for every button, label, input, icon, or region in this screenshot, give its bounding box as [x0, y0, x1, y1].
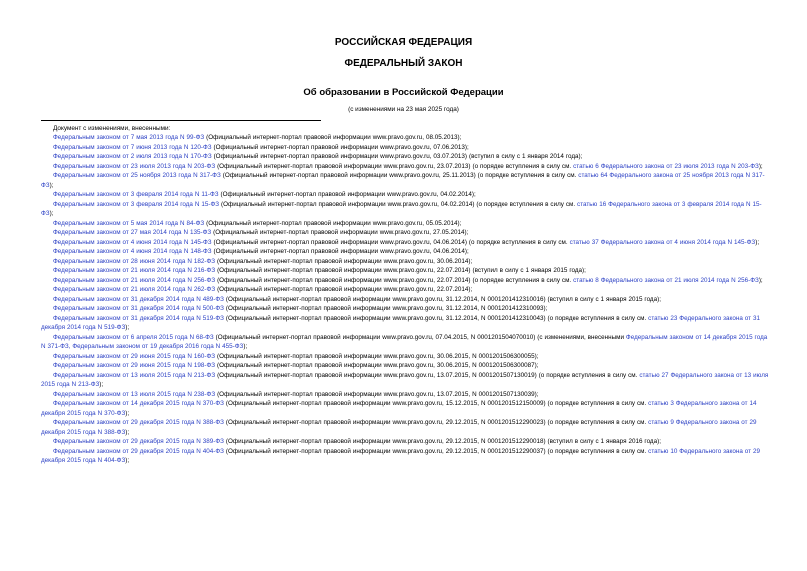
- law-link[interactable]: Федеральным законом от 31 декабря 2014 года N 489-ФЗ: [53, 295, 224, 303]
- law-link[interactable]: Федеральным законом от 21 июля 2014 года N 256-ФЗ: [53, 276, 216, 284]
- law-link[interactable]: Федеральным законом от 31 декабря 2014 года N 519-ФЗ: [53, 314, 224, 322]
- amendment-entry: [41, 171, 769, 190]
- publication-note: (Официальный интернет-портал правовой информации www.pravo.gov.ru, 29.12.2015, N 0001201512290023) (о порядке вступления в силу см.: [223, 419, 649, 426]
- article-link[interactable]: статью 16 Федерального закона от 3 февраля 2014 года N 15-ФЗ: [41, 200, 762, 217]
- amendment-entry: [41, 152, 769, 162]
- closing-text: );: [758, 162, 763, 170]
- publication-note: (Официальный интернет-портал правовой информации www.pravo.gov.ru, 30.06.2015, N 0001201506300087);: [215, 362, 539, 369]
- amendment-entry: [41, 190, 769, 200]
- amendment-entry: [41, 333, 769, 352]
- law-link[interactable]: Федеральным законом от 14 декабря 2015 года N 370-ФЗ: [53, 400, 224, 407]
- publication-note: (Официальный интернет-портал правовой информации www.pravo.gov.ru, 04.06.2014);: [211, 248, 469, 255]
- amendment-entry: [41, 228, 769, 238]
- amendment-entry: [41, 352, 769, 362]
- closing-text: );: [125, 324, 130, 331]
- amendment-entry: [41, 276, 769, 286]
- article-link[interactable]: статью 9 Федерального закона от 29 декабря 2015 года N 388-ФЗ: [41, 419, 757, 436]
- amendment-entry: [41, 447, 769, 466]
- publication-note: (Официальный интернет-портал правовой информации www.pravo.gov.ru, 04.02.2014);: [218, 191, 476, 198]
- amendments-list: [41, 133, 769, 466]
- law-link[interactable]: Федеральным законом от 25 ноября 2013 года N 317-ФЗ: [53, 172, 221, 179]
- law-link[interactable]: Федеральным законом от 29 июня 2015 года N 198-ФЗ: [53, 362, 216, 369]
- amendment-entry: [41, 390, 769, 400]
- publication-note: (Официальный интернет-портал правовой информации www.pravo.gov.ru, 15.12.2015, N 0001201512150009) (о порядке вступления в силу см.: [223, 400, 649, 407]
- amendments-intro: Документ с изменениями, внесенными:: [53, 125, 171, 132]
- law-link[interactable]: Федеральным законом от 5 мая 2014 года N 84-ФЗ: [53, 219, 205, 227]
- amendment-entry: [41, 437, 769, 447]
- publication-note: (Официальный интернет-портал правовой информации www.pravo.gov.ru, 13.07.2015, N 0001201507130039);: [215, 390, 539, 398]
- article-link[interactable]: Федеральным законом от 14 декабря 2015 года N 371-ФЗ, Федеральным законом от 19 декабря 2016 года N 455-ФЗ: [41, 333, 768, 350]
- publication-note: (Официальный интернет-портал правовой информации www.pravo.gov.ru, 07.06.2013);: [211, 143, 469, 151]
- publication-note: (Официальный интернет-портал правовой информации www.pravo.gov.ru, 07.04.2015, N 0001201504070010) (с изменениями, внесенными: [213, 333, 626, 341]
- publication-note: (Официальный интернет-портал правовой информации www.pravo.gov.ru, 22.07.2014) (о порядке вступления в силу см.: [215, 276, 574, 284]
- closing-text: );: [99, 381, 104, 388]
- amendment-entry: [41, 219, 769, 229]
- law-link[interactable]: Федеральным законом от 3 февраля 2014 года N 15-ФЗ: [53, 200, 220, 208]
- closing-text: );: [125, 457, 130, 464]
- article-link[interactable]: статью 8 Федерального закона от 21 июля 2014 года N 256-ФЗ: [573, 276, 759, 284]
- law-link[interactable]: Федеральным законом от 31 декабря 2014 года N 500-ФЗ: [53, 305, 224, 312]
- closing-text: );: [243, 343, 248, 350]
- publication-note: (Официальный интернет-портал правовой информации www.pravo.gov.ru, 13.07.2015, N 0001201507130019) (о порядке вступления в силу см.: [215, 371, 640, 379]
- amendment-entry: [41, 143, 769, 153]
- publication-note: (Официальный интернет-портал правовой информации www.pravo.gov.ru, 22.07.2014) (вступил в силу с 1 января 2015 года);: [215, 267, 586, 274]
- closing-text: );: [125, 428, 130, 436]
- article-link[interactable]: статью 10 Федерального закона от 29 декабря 2015 года N 404-ФЗ: [41, 447, 761, 464]
- publication-note: (Официальный интернет-портал правовой информации www.pravo.gov.ru, 04.06.2014) (о порядке вступления в силу см.: [211, 238, 570, 246]
- law-link[interactable]: Федеральным законом от 13 июля 2015 года N 213-ФЗ: [53, 371, 216, 379]
- publication-note: (Официальный интернет-портал правовой информации www.pravo.gov.ru, 04.02.2014) (о порядке вступления в силу см.: [219, 200, 578, 208]
- publication-note: (Официальный интернет-портал правовой информации www.pravo.gov.ru, 25.11.2013) (о порядке вступления в силу см.: [220, 172, 579, 179]
- publication-note: (Официальный интернет-портал правовой информации www.pravo.gov.ru, 08.05.2013);: [204, 134, 462, 141]
- amendment-entry: [41, 295, 769, 305]
- publication-note: (Официальный интернет-портал правовой информации www.pravo.gov.ru, 29.12.2015, N 0001201512290018) (вступил в силу с 1 января 2016 года);: [223, 438, 661, 445]
- amendment-entry: [41, 266, 769, 276]
- closing-text: );: [49, 210, 54, 217]
- amendment-entry: [41, 133, 769, 143]
- law-link[interactable]: Федеральным законом от 6 апреля 2015 года N 68-ФЗ: [53, 333, 214, 341]
- law-link[interactable]: Федеральным законом от 29 декабря 2015 года N 389-ФЗ: [53, 438, 224, 445]
- law-link[interactable]: Федеральным законом от 7 июня 2013 года N 120-ФЗ: [53, 143, 212, 151]
- law-link[interactable]: Федеральным законом от 29 июня 2015 года N 160-ФЗ: [53, 352, 216, 360]
- law-link[interactable]: Федеральным законом от 28 июня 2014 года N 182-ФЗ: [53, 257, 216, 265]
- article-link[interactable]: статью 27 Федерального закона от 13 июля 2015 года N 213-ФЗ: [41, 371, 769, 388]
- article-link[interactable]: статью 23 Федерального закона от 31 декабря 2014 года N 519-ФЗ: [41, 314, 761, 331]
- law-link[interactable]: Федеральным законом от 27 мая 2014 года N 135-ФЗ: [53, 229, 212, 236]
- publication-note: (Официальный интернет-портал правовой информации www.pravo.gov.ru, 03.07.2013) (вступил в силу с 1 января 2014 года);: [211, 153, 583, 160]
- publication-note: (Официальный интернет-портал правовой информации www.pravo.gov.ru, 30.06.2014);: [215, 257, 473, 265]
- article-link[interactable]: статью 64 Федерального закона от 25 ноября 2013 года N 317-ФЗ: [41, 172, 765, 189]
- law-link[interactable]: Федеральным законом от 4 июня 2014 года N 148-ФЗ: [53, 248, 212, 255]
- amendment-entry: [41, 304, 769, 314]
- closing-text: );: [125, 409, 130, 417]
- closing-text: );: [49, 181, 54, 189]
- law-link[interactable]: Федеральным законом от 4 июня 2014 года N 145-ФЗ: [53, 238, 212, 246]
- amendment-entry: [41, 200, 769, 219]
- publication-note: (Официальный интернет-портал правовой информации www.pravo.gov.ru, 29.12.2015, N 0001201512290037) (о порядке вступления в силу см.: [223, 447, 649, 455]
- article-link[interactable]: статью 3 Федерального закона от 14 декабря 2015 года N 370-ФЗ: [41, 400, 757, 417]
- document-title: Об образовании в Российской Федерации: [303, 87, 504, 98]
- amendment-entry: [41, 247, 769, 257]
- publication-note: (Официальный интернет-портал правовой информации www.pravo.gov.ru, 27.05.2014);: [211, 229, 469, 236]
- divider: [41, 120, 321, 121]
- law-link[interactable]: Федеральным законом от 21 июля 2014 года N 216-ФЗ: [53, 267, 216, 274]
- publication-note: (Официальный интернет-портал правовой информации www.pravo.gov.ru, 31.12.2014, N 0001201412310016) (вступил в силу с 1 января 2015 года);: [223, 295, 661, 303]
- law-link[interactable]: Федеральным законом от 13 июля 2015 года N 238-ФЗ: [53, 390, 216, 398]
- country-heading: РОССИЙСКАЯ ФЕДЕРАЦИЯ: [334, 37, 473, 48]
- law-link[interactable]: Федеральным законом от 29 декабря 2015 года N 388-ФЗ: [53, 419, 224, 426]
- amendment-entry: [41, 418, 769, 437]
- amendment-entry: [41, 361, 769, 371]
- amendment-entry: [41, 371, 769, 390]
- amendment-entry: [41, 257, 769, 267]
- law-link[interactable]: Федеральным законом от 23 июля 2013 года N 203-ФЗ: [53, 162, 216, 170]
- article-link[interactable]: статью 6 Федерального закона от 23 июля 2013 года N 203-ФЗ: [573, 162, 759, 170]
- amendment-entry: [41, 162, 769, 172]
- closing-text: );: [755, 238, 760, 246]
- law-link[interactable]: Федеральным законом от 29 декабря 2015 года N 404-ФЗ: [53, 447, 224, 455]
- amendment-entry: [41, 238, 769, 248]
- publication-note: (Официальный интернет-портал правовой информации www.pravo.gov.ru, 23.07.2013) (о порядке вступления в силу см.: [215, 162, 574, 170]
- law-link[interactable]: Федеральным законом от 21 июля 2014 года N 262-ФЗ: [53, 286, 216, 293]
- amendment-entry: [41, 399, 769, 418]
- revision-note: (с изменениями на 23 мая 2025 года): [348, 106, 459, 113]
- publication-note: (Официальный интернет-портал правовой информации www.pravo.gov.ru, 05.05.2014);: [204, 219, 462, 227]
- publication-note: (Официальный интернет-портал правовой информации www.pravo.gov.ru, 31.12.2014, N 0001201412310093);: [223, 305, 548, 312]
- publication-note: (Официальный интернет-портал правовой информации www.pravo.gov.ru, 31.12.2014, N 0001201412310043) (о порядке вступления в силу см.: [223, 314, 649, 322]
- publication-note: (Официальный интернет-портал правовой информации www.pravo.gov.ru, 22.07.2014);: [215, 286, 473, 293]
- amendment-entry: [41, 314, 769, 333]
- amendment-entry: [41, 285, 769, 295]
- publication-note: (Официальный интернет-портал правовой информации www.pravo.gov.ru, 30.06.2015, N 0001201506300055);: [215, 352, 539, 360]
- article-link[interactable]: статью 37 Федерального закона от 4 июня 2014 года N 145-ФЗ: [569, 238, 756, 246]
- law-link[interactable]: Федеральным законом от 3 февраля 2014 года N 11-ФЗ: [53, 191, 219, 198]
- law-type-heading: ФЕДЕРАЛЬНЫЙ ЗАКОН: [344, 58, 463, 69]
- closing-text: );: [758, 276, 763, 284]
- law-link[interactable]: Федеральным законом от 2 июля 2013 года N 170-ФЗ: [53, 153, 212, 160]
- law-link[interactable]: Федеральным законом от 7 мая 2013 года N 99-ФЗ: [53, 134, 205, 141]
